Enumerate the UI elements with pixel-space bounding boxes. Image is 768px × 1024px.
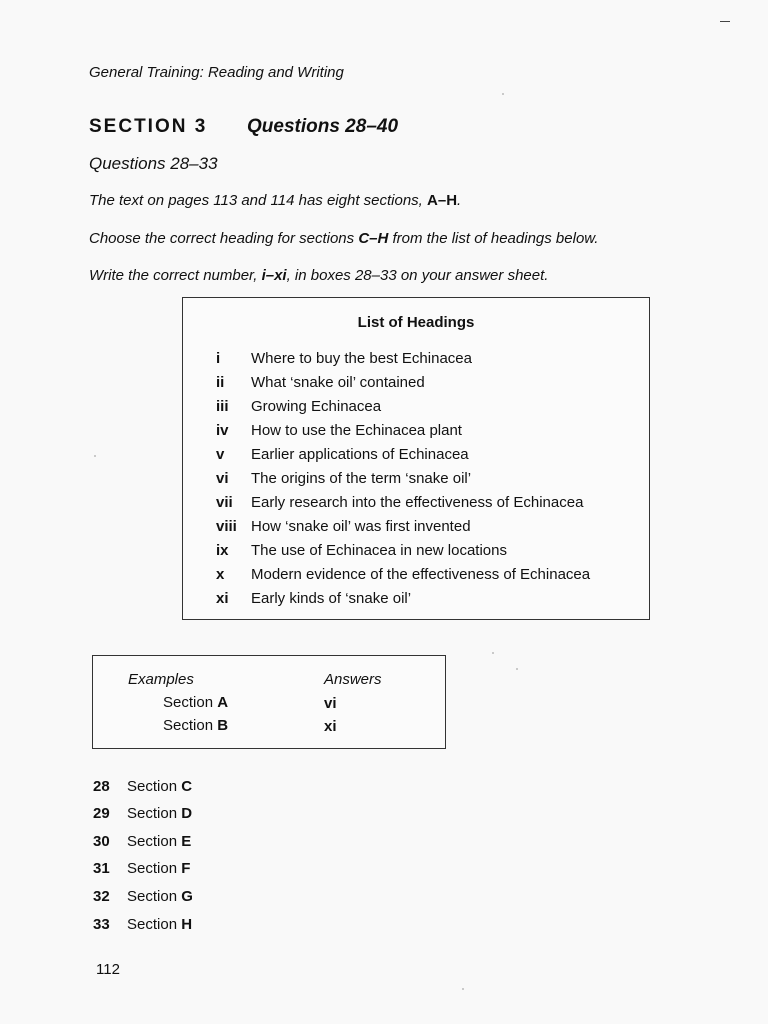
- scan-speck: [94, 455, 96, 457]
- section-word: Section: [127, 888, 178, 905]
- section-letter: H: [181, 916, 193, 933]
- scan-speck: [502, 93, 504, 95]
- instruction-bold: i–xi: [261, 267, 287, 284]
- section-word: Section: [163, 694, 214, 711]
- section-word: Section: [127, 833, 178, 850]
- heading-number: vii: [216, 494, 233, 511]
- instruction-line: [89, 230, 598, 247]
- heading-number: x: [216, 566, 225, 583]
- heading-number: ix: [216, 542, 229, 559]
- heading-text: How ‘snake oil’ was first invented: [251, 518, 471, 535]
- instruction-bold: A–H: [427, 192, 458, 209]
- heading-text: Earlier applications of Echinacea: [251, 446, 469, 463]
- scan-mark: [720, 21, 730, 22]
- examples-header: Examples: [128, 671, 194, 688]
- section-label: SECTION 3: [89, 116, 208, 137]
- scan-speck: [516, 668, 518, 670]
- example-answer: vi: [324, 695, 337, 712]
- instruction-text: Write the correct number,: [89, 267, 262, 284]
- headings-list-box: [182, 297, 650, 620]
- question-number: 29: [93, 805, 110, 822]
- section-word: Section: [163, 717, 214, 734]
- heading-number: vi: [216, 470, 229, 487]
- section-letter: A: [217, 694, 229, 711]
- heading-text: Where to buy the best Echinacea: [251, 350, 472, 367]
- example-answer: xi: [324, 718, 337, 735]
- question-item: [93, 833, 191, 855]
- scan-speck: [492, 652, 494, 654]
- section-letter: D: [181, 805, 193, 822]
- instruction-text: .: [457, 192, 462, 209]
- examples-box: [92, 655, 446, 749]
- section-letter: B: [217, 717, 229, 734]
- question-number: 33: [93, 916, 110, 933]
- section-word: Section: [127, 805, 178, 822]
- section-letter: F: [181, 860, 191, 877]
- heading-text: How to use the Echinacea plant: [251, 422, 462, 439]
- question-item: [93, 916, 192, 938]
- section-letter: G: [181, 888, 193, 905]
- section-word: Section: [127, 860, 178, 877]
- answers-header: Answers: [324, 671, 382, 688]
- heading-number: viii: [216, 518, 237, 535]
- heading-number: iv: [216, 422, 229, 439]
- question-item: [93, 805, 192, 827]
- instruction-text: Choose the correct heading for sections: [89, 230, 359, 247]
- question-item: [93, 860, 190, 882]
- heading-number: ii: [216, 374, 225, 391]
- section-word: Section: [127, 916, 178, 933]
- heading-text: The use of Echinacea in new locations: [251, 542, 507, 559]
- question-number: 32: [93, 888, 110, 905]
- questions-subtitle: Questions 28–33: [89, 154, 218, 173]
- section-letter: C: [181, 778, 193, 795]
- question-item: [93, 888, 193, 910]
- heading-text: Growing Echinacea: [251, 398, 382, 415]
- question-number: 31: [93, 860, 110, 877]
- example-section: [163, 717, 228, 734]
- heading-text: Early research into the effectiveness of Echinacea: [251, 494, 584, 511]
- heading-text: Early kinds of ‘snake oil’: [251, 590, 412, 607]
- heading-text: Modern evidence of the effectiveness of Echinacea: [251, 566, 591, 583]
- section-letter: E: [181, 833, 192, 850]
- headings-list-title: List of Headings: [357, 314, 475, 331]
- instruction-text: , in boxes 28–33 on your answer sheet.: [286, 267, 549, 284]
- question-number: 28: [93, 778, 110, 795]
- instruction-text: The text on pages 113 and 114 has eight sections,: [89, 192, 428, 209]
- section-word: Section: [127, 778, 178, 795]
- instruction-line: [89, 267, 548, 284]
- questions-range-title: Questions 28–40: [247, 116, 399, 137]
- heading-text: What ‘snake oil’ contained: [251, 374, 425, 391]
- scan-speck: [462, 988, 464, 990]
- heading-number: xi: [216, 590, 229, 607]
- instruction-text: from the list of headings below.: [388, 230, 599, 247]
- instruction-bold: C–H: [358, 230, 389, 247]
- heading-number: v: [216, 446, 225, 463]
- running-head: General Training: Reading and Writing: [89, 64, 344, 81]
- heading-text: The origins of the term ‘snake oil’: [251, 470, 472, 487]
- instruction-line: [89, 192, 461, 209]
- heading-number: i: [216, 350, 221, 367]
- page-number: 112: [96, 961, 120, 978]
- question-item: [93, 778, 192, 800]
- question-number: 30: [93, 833, 110, 850]
- example-section: [163, 694, 228, 711]
- heading-number: iii: [216, 398, 229, 415]
